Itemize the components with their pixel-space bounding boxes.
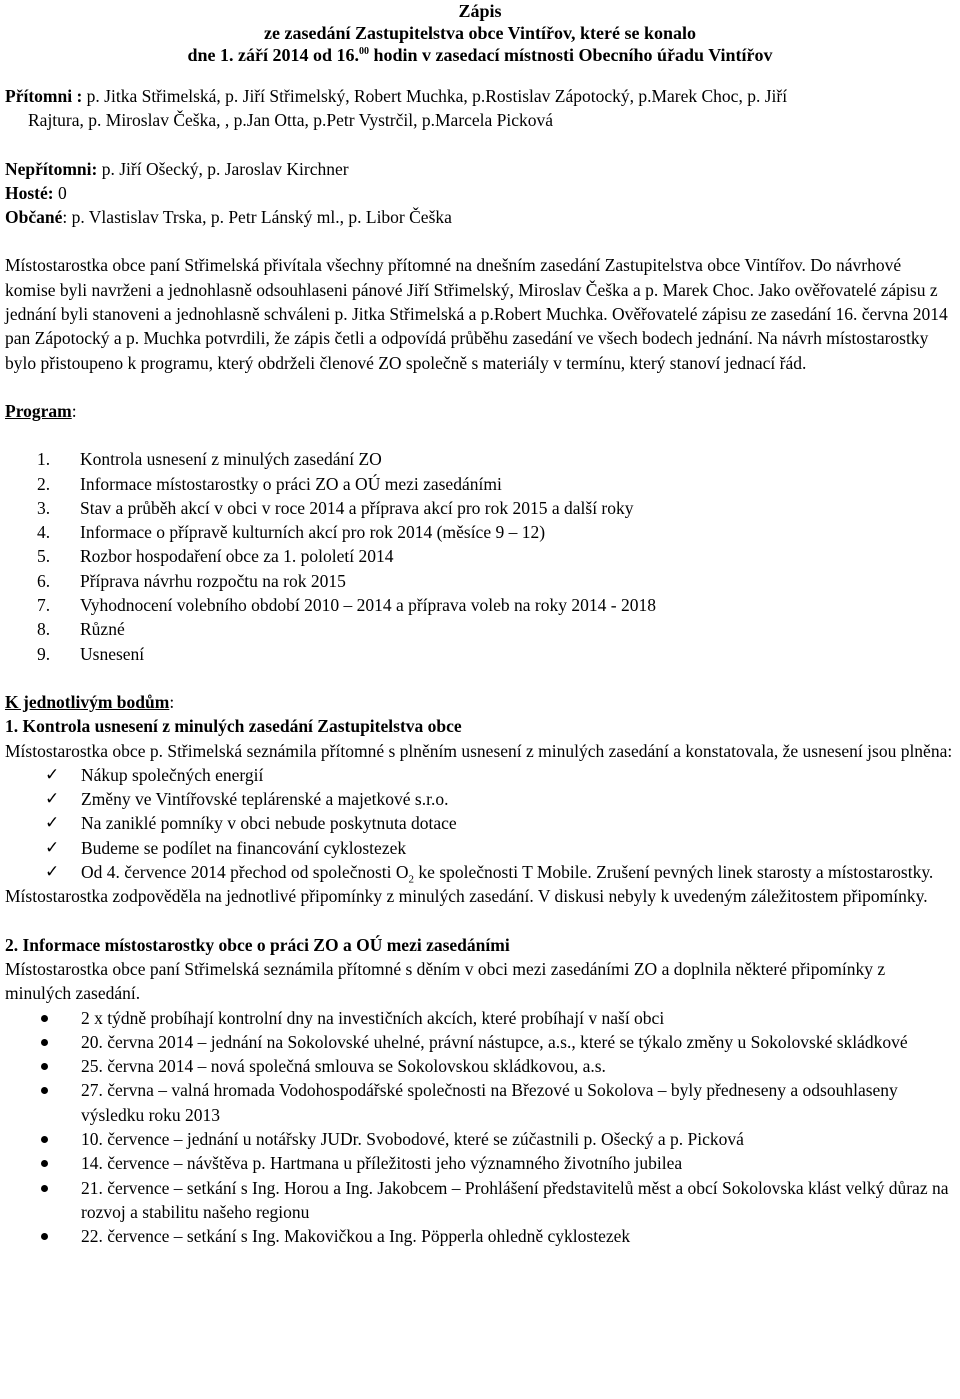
document-subtitle: ze zasedání Zastupitelstva obce Vintířov, které se konalo: [264, 23, 696, 43]
section2-bullet-list: [5, 1006, 955, 1249]
section1-closing: Místostarostka zodpověděla na jednotlivé připomínky z minulých zasedání. V diskusi nebyly k uvedeným záležitostem připomínky.: [5, 886, 928, 907]
bullet-item: [5, 1151, 955, 1175]
section1-intro: Místostarostka obce p. Střimelská seznámila přítomné s plněním usnesení z minulých zasedání a konstatovala, že usnesení jsou plněna:: [5, 740, 953, 761]
program-item-number: 4.: [37, 522, 51, 543]
meeting-place-text: hodin v zasedací místnosti Obecního úřadu Vintířov: [368, 45, 773, 65]
meeting-date-text: dne 1. září 2014 od 16.: [187, 45, 359, 65]
citizens-value: : p. Vlastislav Trska, p. Petr Lánský ml., p. Libor Češka: [62, 207, 452, 228]
bullet-item: [5, 1224, 955, 1248]
bullet-icon: [41, 1185, 48, 1192]
checklist-item: [5, 787, 955, 811]
points-label: K jednotlivým bodům: [5, 691, 170, 712]
program-item-number: 6.: [37, 570, 51, 591]
program-item-number: 3.: [37, 497, 51, 518]
bullet-item-text: 21. července – setkání s Ing. Horou a Ing. Jakobcem – Prohlášení představitelů měst a obcí Sokolovska klást velký důraz na rozvoj a stabilitu našeho regionu: [81, 1177, 949, 1222]
program-item-number: 8.: [37, 619, 51, 640]
program-list: [5, 447, 955, 666]
bullet-icon: [41, 1087, 48, 1094]
program-item-text: Informace o přípravě kulturních akcí pro rok 2014 (měsíce 9 – 12): [80, 522, 546, 543]
program-item-text: Vyhodnocení volebního období 2010 – 2014 a příprava voleb na roky 2014 - 2018: [80, 595, 656, 616]
bullet-icon: [41, 1136, 48, 1143]
bullet-icon: [41, 1063, 48, 1070]
attendance-block: [5, 84, 955, 229]
bullet-icon: [41, 1160, 48, 1167]
document-page: [5, 0, 955, 1248]
checklist-item-text: Na zaniklé pomníky v obci nebude poskytnuta dotace: [81, 813, 457, 834]
bullet-icon: [41, 1039, 48, 1046]
present-line: [5, 84, 955, 108]
check-icon: ✓: [45, 862, 60, 883]
section1-heading: 1. Kontrola usnesení z minulých zasedání Zastupitelstva obce: [5, 716, 462, 737]
program-item-number: 9.: [37, 643, 51, 664]
section1-checklist-last: [5, 860, 955, 884]
program-label: Program: [5, 400, 72, 421]
program-item: [5, 569, 955, 593]
absent-line: [5, 157, 955, 181]
present-names: p. Jitka Střimelská, p. Jiří Střimelský, Robert Muchka, p.Rostislav Zápotocký, p.Marek Choc, p. Jiří: [82, 86, 788, 106]
check-icon: ✓: [45, 789, 60, 810]
meeting-date-line: [5, 44, 955, 66]
bullet-icon: [41, 1015, 48, 1022]
bullet-item-text: 2 x týdně probíhají kontrolní dny na investičních akcích, které probíhají v naší obci: [81, 1007, 665, 1028]
guests-label: Hosté:: [5, 182, 54, 203]
bullet-item: [5, 1030, 955, 1054]
present-line-2: Rajtura, p. Miroslav Češka, , p.Jan Otta, p.Petr Vystrčil, p.Marcela Picková: [28, 110, 554, 131]
absent-label: Nepřítomni:: [5, 158, 98, 179]
intro-paragraph: Místostarostka obce paní Střimelská přivítala všechny přítomné na dnešním zasedání Zastupitelstva obce Vintířov. Do návrhové komise byli navrženi a jednohlasně odsouhlaseni pánové Jiří Střimelský, Miroslav Češka a p. Marek Choc. Jako ověřovatelé zápisu z jednání byli stanoveni a jednohlasně schváleni p. Jitka Střimelská a p.Robert Muchka. Ověřovatelé zápisu ze zasedání 16. června 2014 pan Zápotocký a p. Muchka potvrdili, že zápis četli a odpovídá průběhu zasedání ve všech bodech jednání. Na návrh místostarostky bylo přistoupeno k programu, který obdrželi členové ZO společně s materiály v termínu, který stanoví jednací řád.: [5, 255, 948, 373]
program-colon: :: [71, 400, 77, 421]
program-item: [5, 642, 955, 666]
bullet-item: [5, 1078, 955, 1127]
meeting-hour-sup: 00: [358, 46, 369, 57]
points-heading: [5, 690, 955, 714]
section1-checklist: [5, 763, 955, 860]
checklist-item-text: Budeme se podílet na financování cyklostezek: [81, 837, 407, 858]
check-icon: ✓: [45, 837, 60, 858]
bullet-item: [5, 1127, 955, 1151]
checklist-item-sub: 2: [408, 873, 415, 886]
program-item: [5, 617, 955, 641]
program-item: [5, 593, 955, 617]
program-item-text: Kontrola usnesení z minulých zasedání ZO: [80, 449, 382, 470]
checklist-item: [5, 860, 955, 884]
checklist-item-text: Nákup společných energií: [81, 764, 264, 785]
program-heading: [5, 399, 955, 423]
bullet-item-text: 27. června – valná hromada Vodohospodářské společnosti na Březové u Sokolova – byly předneseny a odsouhlaseny výsledku roku 2013: [81, 1080, 898, 1125]
bullet-item: [5, 1054, 955, 1078]
program-item-number: 1.: [37, 449, 51, 470]
bullet-item: [5, 1176, 955, 1225]
document-title: Zápis: [458, 1, 502, 21]
guests-value: 0: [53, 182, 67, 203]
check-icon: ✓: [45, 813, 60, 834]
program-item: [5, 496, 955, 520]
program-item-text: Usnesení: [80, 643, 145, 664]
check-icon: ✓: [45, 764, 60, 785]
program-item-number: 2.: [37, 473, 51, 494]
bullet-item-text: 25. června 2014 – nová společná smlouva se Sokolovskou skládkovou, a.s.: [81, 1056, 606, 1077]
program-item: [5, 520, 955, 544]
program-item-text: Různé: [80, 619, 125, 640]
checklist-item-text-a: Od 4. července 2014 přechod od společnosti O: [81, 862, 409, 883]
program-item: [5, 544, 955, 568]
program-item-text: Příprava návrhu rozpočtu na rok 2015: [80, 570, 346, 591]
checklist-item-text: Změny ve Vintířovské teplárenské a majetkové s.r.o.: [81, 789, 449, 810]
bullet-item: [5, 1006, 955, 1030]
program-item: [5, 447, 955, 471]
guests-line: [5, 181, 955, 205]
section2-intro: Místostarostka obce paní Střimelská seznámila přítomné s děním v obci mezi zasedáními ZO a doplnila některé připomínky z minulých zasedání.: [5, 958, 886, 1004]
bullet-item-text: 22. července – setkání s Ing. Makovičkou a Ing. Pöpperla ohledně cyklostezek: [81, 1226, 631, 1247]
program-item-text: Stav a průběh akcí v obci v roce 2014 a příprava akcí pro rok 2015 a další roky: [80, 497, 634, 518]
program-item-text: Informace místostarostky o práci ZO a OÚ mezi zasedáními: [80, 473, 502, 494]
program-item-number: 5.: [37, 546, 51, 567]
points-colon: :: [169, 691, 175, 712]
section2-heading: 2. Informace místostarostky obce o práci ZO a OÚ mezi zasedáními: [5, 934, 510, 955]
present-label: Přítomni :: [5, 86, 83, 106]
program-item: [5, 472, 955, 496]
checklist-item-text-b: ke společnosti T Mobile. Zrušení pevných linek starosty a místostarostky.: [414, 862, 934, 883]
bullet-item-text: 14. července – návštěva p. Hartmana u příležitosti jeho významného životního jubilea: [81, 1153, 683, 1174]
citizens-label: Občané: [5, 207, 63, 228]
bullet-item-text: 10. července – jednání u notářsky JUDr. Svobodové, které se zúčastnili p. Ošecký a p. Picková: [81, 1128, 744, 1149]
citizens-line: [5, 205, 955, 229]
bullet-icon: [41, 1233, 48, 1240]
program-item-text: Rozbor hospodaření obce za 1. pololetí 2014: [80, 546, 394, 567]
absent-names: p. Jiří Ošecký, p. Jaroslav Kirchner: [97, 158, 349, 179]
bullet-item-text: 20. června 2014 – jednání na Sokolovské uhelné, právní nástupce, a.s., které se týkalo změny u Sokolovské skládkové: [81, 1031, 908, 1052]
checklist-item: [5, 836, 955, 860]
checklist-item: [5, 811, 955, 835]
checklist-item: [5, 763, 955, 787]
program-item-number: 7.: [37, 595, 51, 616]
